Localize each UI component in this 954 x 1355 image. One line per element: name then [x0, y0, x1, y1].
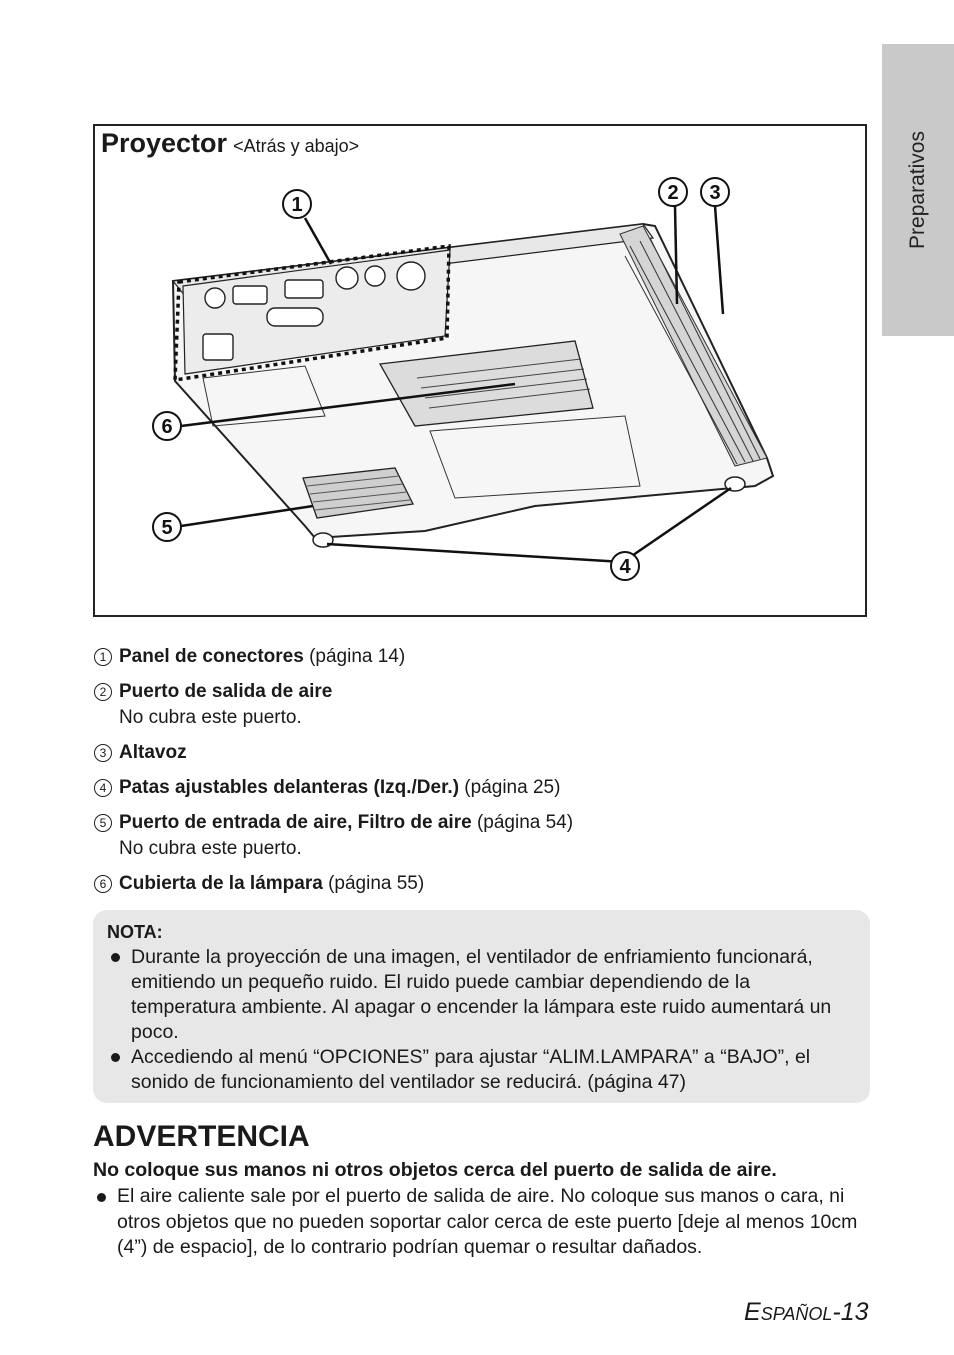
legend-page-ref: (página 54): [471, 812, 574, 833]
legend-item: [94, 871, 854, 897]
warning-bullet: El aire caliente sale por el puerto de salida de aire. No coloque sus manos o cara, ni otros objetos que no pueden soportar calor cerca de este puerto [deje al menos 10cm (4”) de espacio], de lo contrario podrían quemar o resultar dañados.: [93, 1184, 873, 1261]
callout-1-num: 1: [291, 194, 303, 216]
legend-number: 2: [94, 683, 112, 701]
figure-subtitle: <Atrás y abajo>: [233, 136, 360, 156]
legend-label: Puerto de salida de aire: [119, 681, 333, 702]
figure-title-main: Proyector: [101, 128, 228, 158]
legend-item: [94, 740, 854, 766]
note-bullet: Durante la proyección de una imagen, el ventilador de enfriamiento funcionará, emitiendo un pequeño ruido. El ruido puede cambiar dependiendo de la temperatura ambiente. Al apagar o encender la lámpara este ruido aumentará un poco.: [107, 945, 858, 1045]
legend-page-ref: (página 55): [322, 873, 425, 894]
legend-note: No cubra este puerto.: [119, 838, 302, 859]
page-footer: [744, 1298, 869, 1327]
note-box: [93, 910, 870, 1103]
callout-2-num: 2: [667, 182, 679, 204]
callout-5-num: 5: [161, 517, 173, 539]
legend-label: Patas ajustables delanteras (Izq./Der.): [119, 777, 460, 798]
legend-page-ref: (página 25): [459, 777, 561, 798]
warning-statement: No coloque sus manos ni otros objetos cerca del puerto de salida de aire.: [93, 1159, 777, 1181]
legend-label: Altavoz: [119, 742, 187, 763]
projector-figure: [93, 124, 867, 617]
legend-label: Panel de conectores: [119, 646, 304, 667]
legend-number: 5: [94, 814, 112, 832]
parts-legend: [94, 644, 854, 897]
note-bullet: Accediendo al menú “OPCIONES” para ajustar “ALIM.LAMPARA” a “BAJO”, el sonido de funcionamiento del ventilador se reducirá. (página 47): [107, 1045, 858, 1095]
warning-title: ADVERTENCIA: [93, 1120, 310, 1153]
section-tab: [882, 44, 954, 336]
legend-page-ref: (página 14): [303, 646, 406, 667]
section-tab-label: Preparativos: [906, 131, 929, 249]
warning-body: [93, 1184, 873, 1261]
footer-page-number: -13: [832, 1298, 869, 1326]
legend-label: Puerto de entrada de aire, Filtro de aire: [119, 812, 472, 833]
legend-number: 1: [94, 648, 112, 666]
legend-note: No cubra este puerto.: [119, 707, 302, 728]
legend-number: 3: [94, 744, 112, 762]
legend-number: 4: [94, 779, 112, 797]
legend-item: [94, 644, 854, 670]
callout-3-num: 3: [709, 182, 721, 204]
callout-6-num: 6: [161, 416, 173, 438]
callout-4-num: 4: [619, 556, 631, 578]
legend-number: 6: [94, 875, 112, 893]
legend-item: [94, 775, 854, 801]
legend-item: [94, 679, 854, 731]
projector-drawing: [95, 126, 865, 615]
legend-label: Cubierta de la lámpara: [119, 873, 323, 894]
note-title: NOTA:: [107, 922, 163, 942]
legend-item: [94, 810, 854, 862]
footer-smallcaps: SPAÑOL: [760, 1304, 833, 1324]
footer-cap: E: [744, 1298, 761, 1326]
